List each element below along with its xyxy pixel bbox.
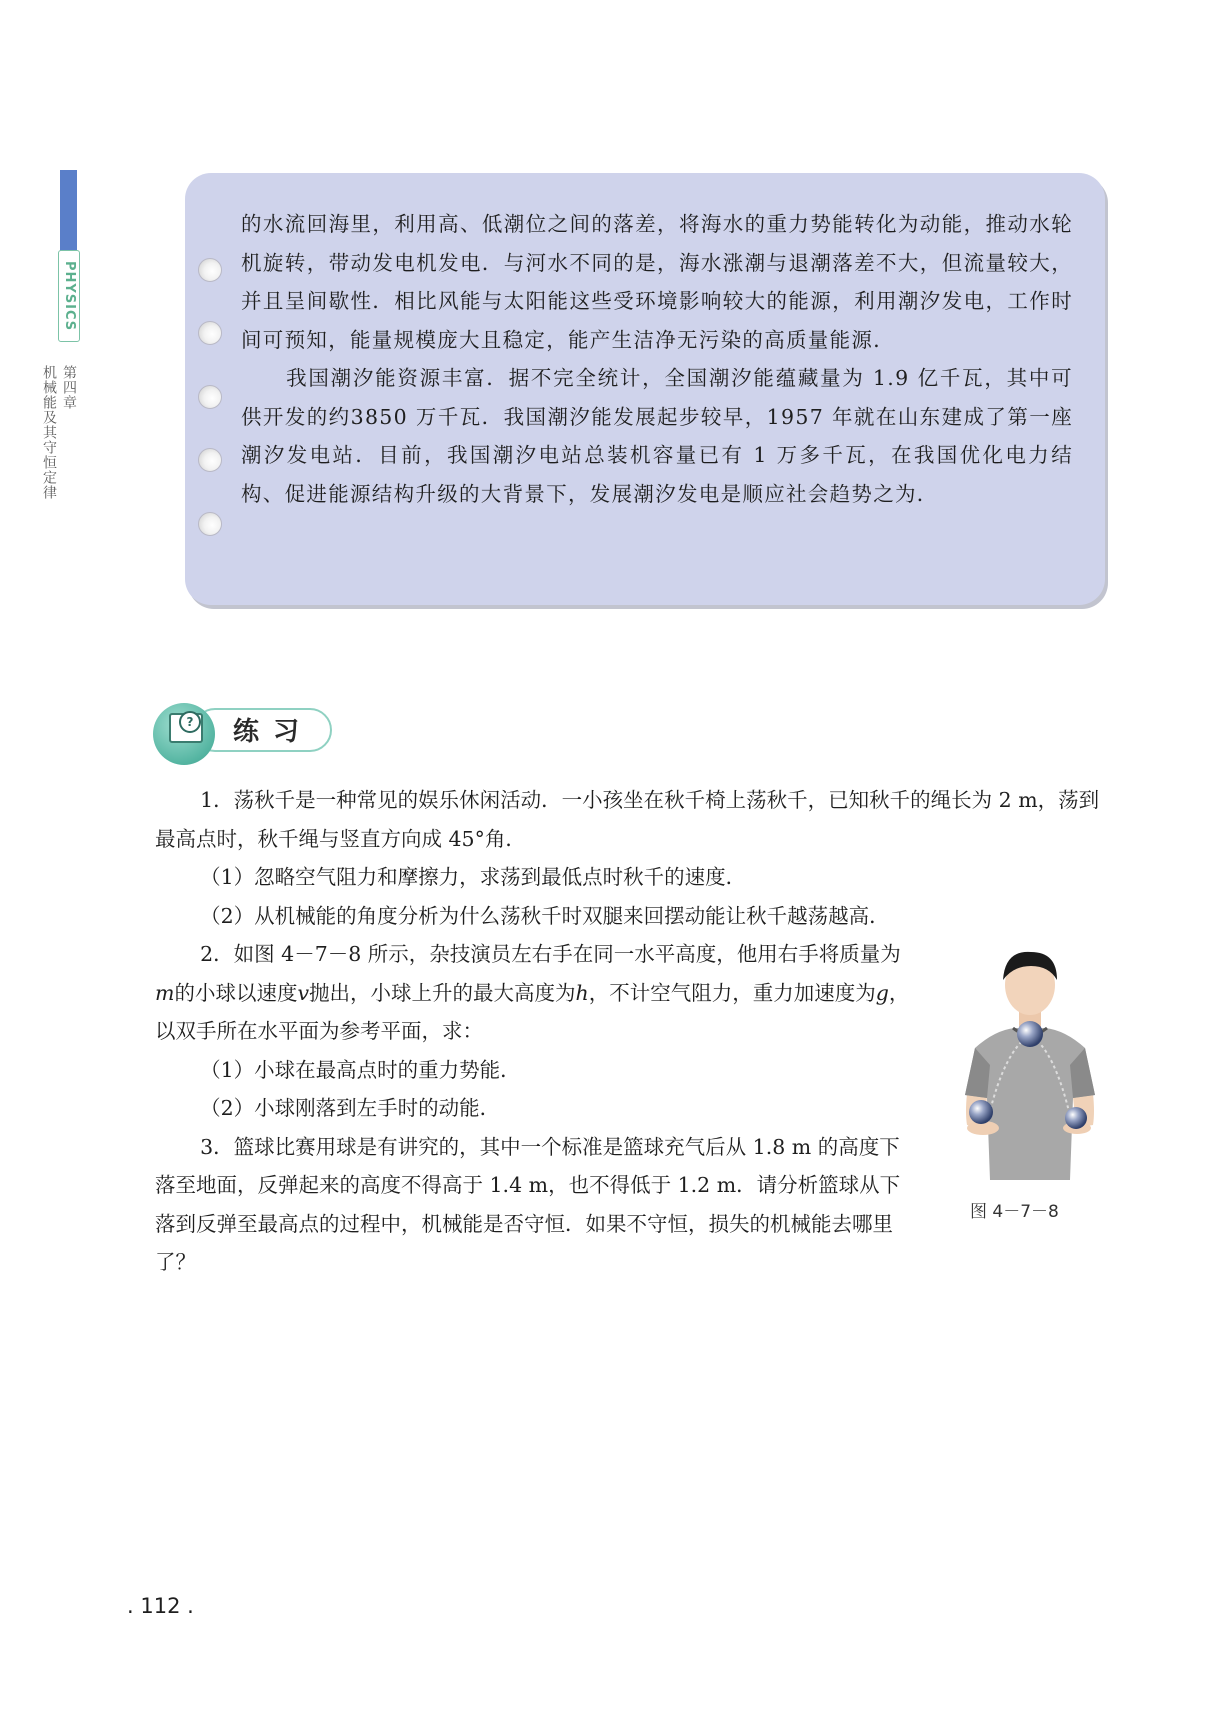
physics-label: PHYSICS (58, 250, 80, 342)
binder-ring-icon (198, 448, 222, 472)
exercise-header (153, 703, 333, 755)
q3-stem: 3．篮球比赛用球是有讲究的，其中一个标准是篮球充气后从 1.8 m 的高度下落至地面，反弹起来的高度不得高于 1.4 m，也不得低于 1.2 m．请分析篮球从下落到反弹至最高点的过程中，机械能是否守恒．如果不守恒，损失的机械能去哪里了？ (155, 1134, 901, 1274)
binder-ring-icon (198, 258, 222, 282)
chapter-title: 机械能及其守恒定律 (41, 365, 57, 500)
q1-part1: （1）忽略空气阻力和摩擦力，求荡到最低点时秋千的速度． (200, 865, 747, 889)
var-m: m (155, 980, 175, 1005)
reading-paragraph-1: 的水流回海里，利用高、低潮位之间的落差，将海水的重力势能转化为动能，推动水轮机旋转，带动发电机发电．与河水不同的是，海水涨潮与退潮落差不大，但流量较大，并且呈间歇性．相比风能与太阳能这些受环境影响较大的能源，利用潮汐发电，工作时间可预知，能量规模庞大且稳定，能产生洁净无污染的高质量能源． (241, 212, 1073, 352)
q1-part2: （2）从机械能的角度分析为什么荡秋千时双腿来回摆动能让秋千越荡越高． (200, 903, 890, 928)
binder-ring-icon (198, 512, 222, 536)
figure-caption: 图 4－7－8 (970, 1202, 1059, 1222)
chapter-number: 第四章 (61, 365, 77, 410)
var-v: v (297, 980, 310, 1005)
q2-stem: 2．如图 4－7－8 所示，杂技演员左右手在同一水平高度，他用右手将质量为m的小球以速度v抛出，小球上升的最大高度为h，不计空气阻力，重力加速度为g，以双手所在水平面为参考平面，求： (155, 942, 910, 1043)
var-h: h (575, 980, 589, 1005)
page-number: . 112 . (127, 1594, 194, 1618)
q1-stem: 1．荡秋千是一种常见的娱乐休闲活动．一小孩坐在秋千椅上荡秋千，已知秋千的绳长为 2 m，荡到最高点时，秋千绳与竖直方向成 45°角． (155, 788, 1100, 851)
q2-part2: （2）小球刚落到左手时的动能． (200, 1096, 501, 1120)
question-mark-icon: ? (179, 711, 201, 733)
exercise-icon (153, 703, 215, 765)
chapter-label (41, 365, 79, 500)
binder-ring-icon (198, 321, 222, 345)
q2-part1: （1）小球在最高点时的重力势能． (200, 1057, 521, 1082)
juggler-figure (945, 930, 1115, 1180)
reading-text (241, 205, 1073, 513)
binder-ring-icon (198, 385, 222, 409)
reading-paragraph-2: 我国潮汐能资源丰富．据不完全统计，全国潮汐能蕴藏量为 1.9 亿千瓦，其中可供开发的约3850 万千瓦．我国潮汐能发展起步较早，1957 年就在山东建成了第一座潮汐发电站．目前，我国潮汐电站总装机容量已有 1 万多千瓦，在我国优化电力结构、促进能源结构升级的大背景下，发展潮汐发电是顺应社会趋势之为． (241, 366, 1073, 506)
var-g: g (875, 980, 889, 1005)
exercise-title: 练习 (233, 717, 314, 747)
